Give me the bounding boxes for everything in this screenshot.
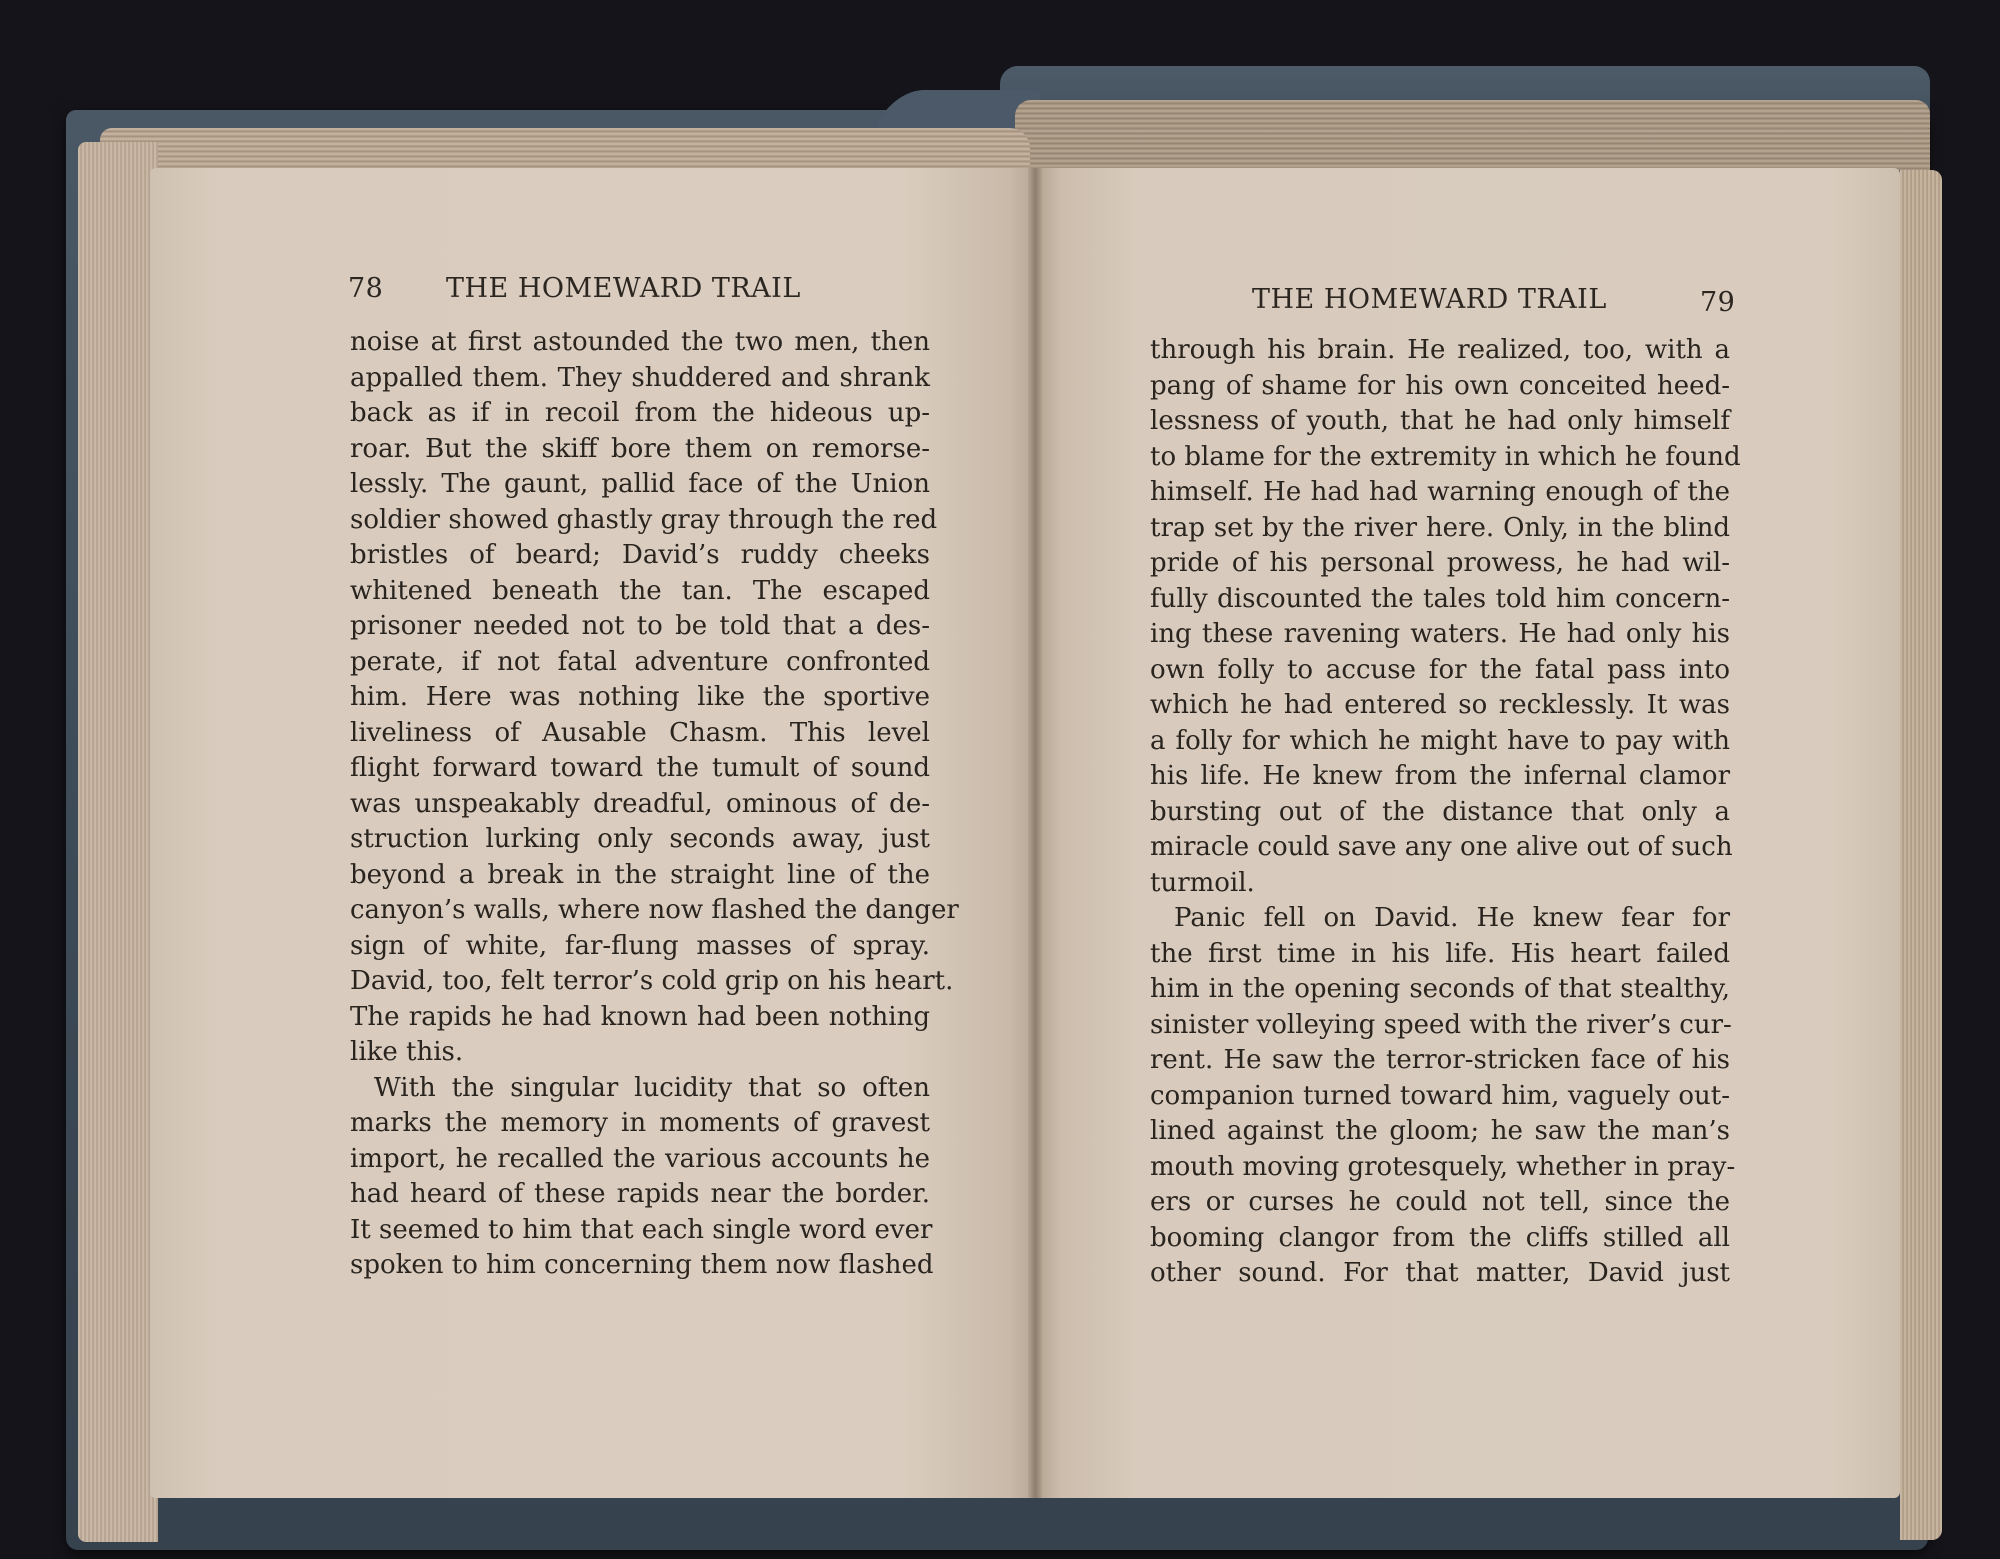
text-line: David, too, felt terror’s cold grip on his heart. <box>350 966 954 996</box>
text-line: through his brain. He realized, too, with a <box>1150 335 1730 365</box>
page-stack-top-right <box>1015 100 1930 170</box>
text-line: turmoil. <box>1150 867 1255 898</box>
text-line: was unspeakably dreadful, ominous of de- <box>350 788 930 819</box>
text-line: sinister volleying speed with the river’s cur- <box>1150 1009 1732 1040</box>
right-page-text <box>1150 333 1741 1292</box>
right-page-number: 79 <box>1700 287 1736 318</box>
text-line: ing these ravening waters. He had only his <box>1150 619 1730 649</box>
text-line: bursting out of the distance that only a <box>1150 796 1730 827</box>
left-page-text <box>350 325 959 1284</box>
text-line: had heard of these rapids near the border. <box>350 1179 930 1209</box>
text-line: sign of white, far-flung masses of spray. <box>350 930 930 961</box>
left-running-head: THE HOMEWARD TRAIL <box>446 273 801 304</box>
text-line: pang of shame for his own conceited heed- <box>1150 370 1730 401</box>
text-line: canyon’s walls, where now flashed the danger <box>350 895 959 925</box>
text-line: flight forward toward the tumult of sound <box>350 753 930 783</box>
text-line: fully discounted the tales told him concern- <box>1150 583 1730 614</box>
text-line: which he had entered so recklessly. It was <box>1150 690 1730 720</box>
page-stack-left <box>78 142 158 1542</box>
text-line: to blame for the extremity in which he found <box>1150 441 1741 472</box>
text-line: the first time in his life. His heart failed <box>1150 938 1730 969</box>
page-stack-top-left <box>100 128 1030 168</box>
text-line: whitened beneath the tan. The escaped <box>350 575 930 606</box>
text-line: mouth moving grotesquely, whether in pray- <box>1150 1151 1736 1182</box>
text-line: beyond a break in the straight line of the <box>350 859 930 890</box>
right-running-head: THE HOMEWARD TRAIL <box>1252 284 1607 315</box>
text-line: other sound. For that matter, David just <box>1150 1258 1730 1288</box>
text-line: lined against the gloom; he saw the man’s <box>1150 1116 1730 1146</box>
text-line: companion turned toward him, vaguely out- <box>1150 1080 1730 1111</box>
text-line: himself. He had had warning enough of the <box>1150 477 1730 507</box>
text-line: It seemed to him that each single word ever <box>350 1214 933 1245</box>
text-line: him. Here was nothing like the sportive <box>350 682 930 712</box>
text-line: import, he recalled the various accounts he <box>350 1143 930 1174</box>
text-line: roar. But the skiff bore them on remorse- <box>350 433 930 464</box>
text-line: soldier showed ghastly gray through the red <box>350 504 938 535</box>
text-line: With the singular lucidity that so often <box>374 1072 930 1103</box>
text-line: pride of his personal prowess, he had wil- <box>1150 548 1730 578</box>
text-line: lessly. The gaunt, pallid face of the Union <box>350 469 930 499</box>
text-line: booming clangor from the cliffs stilled all <box>1150 1222 1730 1253</box>
text-line: rent. He saw the terror-stricken face of his <box>1150 1045 1730 1075</box>
text-line: trap set by the river here. Only, in the blind <box>1150 512 1730 543</box>
text-line: struction lurking only seconds away, just <box>350 824 930 854</box>
text-line: back as if in recoil from the hideous up- <box>350 398 930 428</box>
text-line: prisoner needed not to be told that a des- <box>350 611 930 641</box>
text-line: bristles of beard; David’s ruddy cheeks <box>350 540 930 570</box>
text-line: like this. <box>350 1037 464 1067</box>
text-line: liveliness of Ausable Chasm. This level <box>350 717 930 748</box>
text-line: a folly for which he might have to pay with <box>1150 725 1730 756</box>
text-line: Panic fell on David. He knew fear for <box>1174 903 1730 933</box>
book-gutter <box>1028 168 1042 1498</box>
text-line: marks the memory in moments of gravest <box>350 1108 930 1138</box>
text-line: spoken to him concerning them now flashed <box>350 1250 934 1280</box>
page-stack-right <box>1900 170 1942 1540</box>
text-line: noise at first astounded the two men, then <box>350 327 930 357</box>
left-page-number: 78 <box>348 273 384 304</box>
text-line: perate, if not fatal adventure confronted <box>350 646 930 677</box>
text-line: him in the opening seconds of that stealthy, <box>1150 974 1730 1004</box>
text-line: appalled them. They shuddered and shrank <box>350 362 930 393</box>
text-line: The rapids he had known had been nothing <box>350 1001 930 1032</box>
text-line: lessness of youth, that he had only himself <box>1150 406 1730 436</box>
text-line: own folly to accuse for the fatal pass into <box>1150 654 1730 685</box>
text-line: miracle could save any one alive out of such <box>1150 832 1733 862</box>
text-line: ers or curses he could not tell, since the <box>1150 1187 1730 1217</box>
text-line: his life. He knew from the infernal clamor <box>1150 761 1730 791</box>
